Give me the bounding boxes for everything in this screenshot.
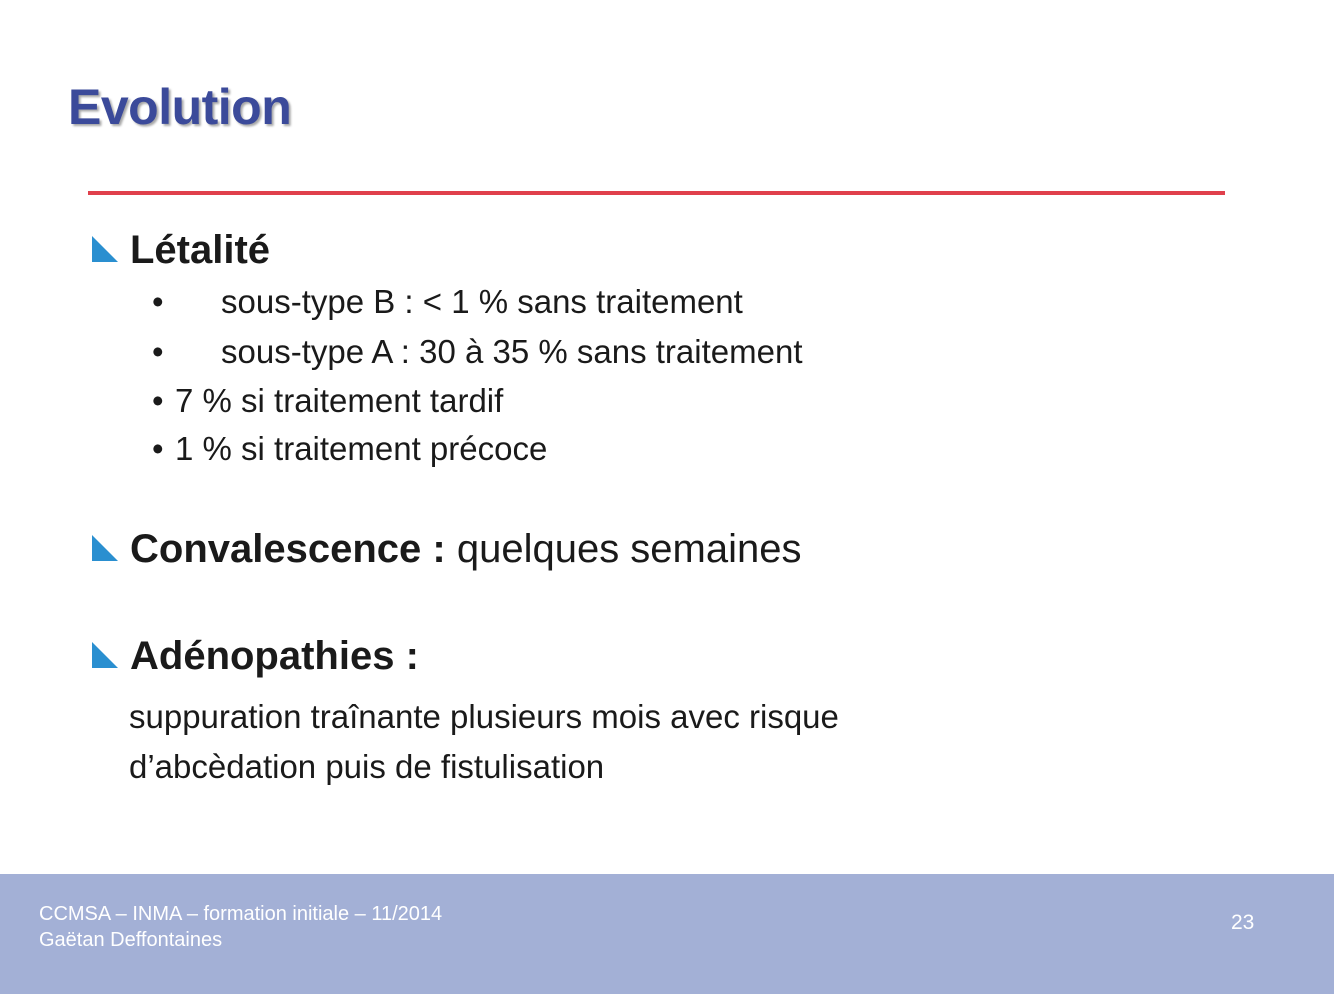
list-item-text: sous-type A : 30 à 35 % sans traitement [221,333,803,370]
footer-organization: CCMSA – INMA – formation initiale – 11/2014 [39,903,443,925]
section-heading-letalite [92,228,270,273]
slide-title: Evolution [68,79,292,135]
list-item [152,430,547,468]
footer-author: Gaëtan Deffontaines [39,929,223,951]
section-heading-adenopathies [92,634,419,679]
list-item [152,283,743,321]
triangle-bullet-icon [92,236,118,262]
list-item-text: sous-type B : < 1 % sans traitement [221,283,743,320]
bullet-icon: • [152,430,164,467]
bullet-icon: • [152,333,164,370]
bullet-icon: • [152,283,164,320]
page-number: 23 [1231,911,1255,934]
title-divider [88,191,1225,195]
paragraph-line: suppuration traînante plusieurs mois avec risque [129,698,839,735]
list-item-text: 7 % si traitement tardif [175,382,504,419]
triangle-bullet-icon [92,642,118,668]
section-heading-text: Convalescence : [130,527,446,571]
triangle-bullet-icon [92,535,118,561]
section-heading-value: quelques semaines [456,527,802,571]
section-heading-text: Létalité [130,228,271,272]
section-heading-text: Adénopathies : [130,634,419,678]
bullet-icon: • [152,382,164,419]
paragraph-line: d’abcèdation puis de fistulisation [129,748,605,785]
list-item-text: 1 % si traitement précoce [175,430,548,467]
section-heading-convalescence [92,527,802,572]
list-item [152,333,803,371]
list-item [152,382,503,420]
